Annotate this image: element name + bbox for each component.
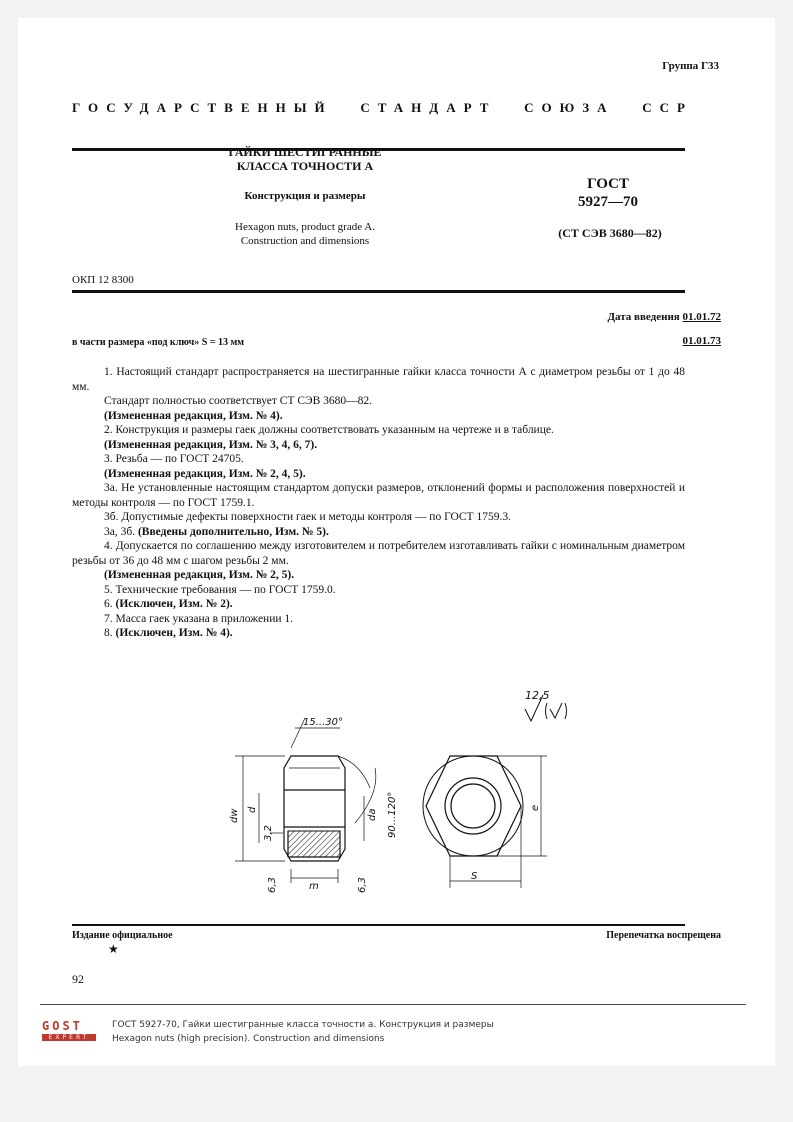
paragraph: 4. Допускается по соглашению между изготовителем и потребителем изготавливать гайки с номинальным диаметром резьбы от 36 до 48 мм с шагом резьбы 2 мм. <box>72 540 685 567</box>
amendment-note: (Измененная редакция, Изм. № 2, 5). <box>104 569 295 581</box>
paragraph: 7. Масса гаек указана в приложении 1. <box>104 612 294 625</box>
part-size-label: в части размера «под ключ» S = 13 мм <box>72 337 245 348</box>
heading-word-3: СОЮЗА <box>524 100 615 115</box>
da-label: da <box>367 808 378 821</box>
amendment-note: (Измененная редакция, Изм. № 3, 4, 6, 7). <box>104 438 318 451</box>
reprint-prohibited: Перепечатка воспрещена <box>606 930 721 941</box>
logo-expert-text: EXPERT <box>42 1034 96 1041</box>
roughness-value: 12,5 <box>525 689 550 702</box>
paragraph: 3б. Допустимые дефекты поверхности гаек и методы контроля — по ГОСТ 1759.3. <box>104 511 511 523</box>
dw-label: dw <box>229 808 240 823</box>
m-label: m <box>309 881 319 892</box>
dim-32-label: 3,2 <box>263 825 274 841</box>
amendment-note: (Исключен, Изм. № 4). <box>115 627 233 639</box>
d-label: d <box>247 806 258 813</box>
s-label: S <box>471 871 478 882</box>
heading-word-4: ССР <box>642 100 693 115</box>
nut-top-view <box>423 756 547 888</box>
star-mark: ★ <box>108 942 119 956</box>
description-ru: ГОСТ 5927-70, Гайки шестигранные класса точности а. Конструкция и размеры <box>112 1020 494 1030</box>
gost-label: ГОСТ <box>587 176 629 192</box>
nut-side-view <box>235 718 376 883</box>
english-title-line-2: Construction and dimensions <box>240 235 370 247</box>
heading-word-1: ГОСУДАРСТВЕННЫЙ <box>72 100 333 115</box>
english-title <box>205 220 405 248</box>
document-subtitle: Конструкция и размеры <box>244 190 366 202</box>
middle-divider <box>72 290 685 293</box>
roughness-mark <box>525 689 567 721</box>
official-edition: Издание официальное <box>72 930 173 941</box>
paragraph <box>72 597 685 612</box>
amendment-note: (Измененная редакция, Изм. № 4). <box>104 409 283 422</box>
e-label: e <box>530 804 541 811</box>
description-en: Hexagon nuts (high precision). Construction and dimensions <box>112 1034 385 1044</box>
document-title <box>205 145 405 173</box>
intro-date-label: Дата введения <box>607 311 680 323</box>
paragraph: Стандарт полностью соответствует СТ СЭВ 3680—82. <box>104 395 373 407</box>
paragraph-number: 3а, 3б. <box>104 525 136 538</box>
paragraph-number: 6. <box>104 598 113 610</box>
intro-date-value: 01.01.72 <box>682 311 721 323</box>
paragraph: 1. Настоящий стандарт распространяется на шестигранные гайки класса точности А с диаметром резьбы от 1 до 48 мм. <box>72 366 685 393</box>
title-line-1: ГАЙКИ ШЕСТИГРАННЫЕ <box>228 145 382 159</box>
paragraph: 3. Резьба — по ГОСТ 24705. <box>104 453 244 465</box>
paragraph <box>72 626 685 641</box>
paragraph: 5. Технические требования — по ГОСТ 1759.0. <box>104 583 336 596</box>
document-description <box>112 1018 494 1046</box>
amendment-note: (Измененная редакция, Изм. № 2, 4, 5). <box>104 467 306 480</box>
brand-divider <box>40 1004 746 1005</box>
angle-side-label: 90...120° <box>387 791 398 838</box>
okp-code: ОКП 12 8300 <box>72 274 134 286</box>
body-text <box>72 365 685 641</box>
dim-63-right-label: 6,3 <box>357 877 368 893</box>
paragraph: 3а. Не установленные настоящим стандартом допуски размеров, отклонений формы и расположения поверхностей и методы контроля — по ГОСТ 1759.1. <box>72 482 685 509</box>
state-standard-heading <box>72 100 693 116</box>
st-sev-reference: (СТ СЭВ 3680—82) <box>558 226 662 240</box>
part-size-date: 01.01.73 <box>682 335 721 347</box>
gost-expert-logo <box>42 1020 96 1041</box>
title-line-2: КЛАССА ТОЧНОСТИ А <box>236 159 374 173</box>
bottom-divider <box>72 924 685 926</box>
gost-number: 5927—70 <box>578 194 638 210</box>
paragraph <box>72 525 685 540</box>
group-code: Группа Г33 <box>662 60 719 72</box>
introduction-date <box>607 311 721 323</box>
amendment-note: (Исключен, Изм. № 2). <box>115 598 233 610</box>
amendment-note: (Введены дополнительно, Изм. № 5). <box>137 525 329 538</box>
paragraph: 2. Конструкция и размеры гаек должны соответствовать указанным на чертеже и в таблице. <box>104 424 554 436</box>
heading-word-2: СТАНДАРТ <box>360 100 497 115</box>
dim-63-left-label: 6,3 <box>267 877 278 893</box>
angle-top-label: 15...30° <box>303 717 343 728</box>
nut-drawing <box>175 673 575 898</box>
page-number: 92 <box>72 972 84 986</box>
english-title-line-1: Hexagon nuts, product grade A. <box>235 221 375 233</box>
logo-gost-text: GOST <box>42 1019 83 1033</box>
gost-designation <box>548 175 668 211</box>
paragraph-number: 8. <box>104 627 113 639</box>
